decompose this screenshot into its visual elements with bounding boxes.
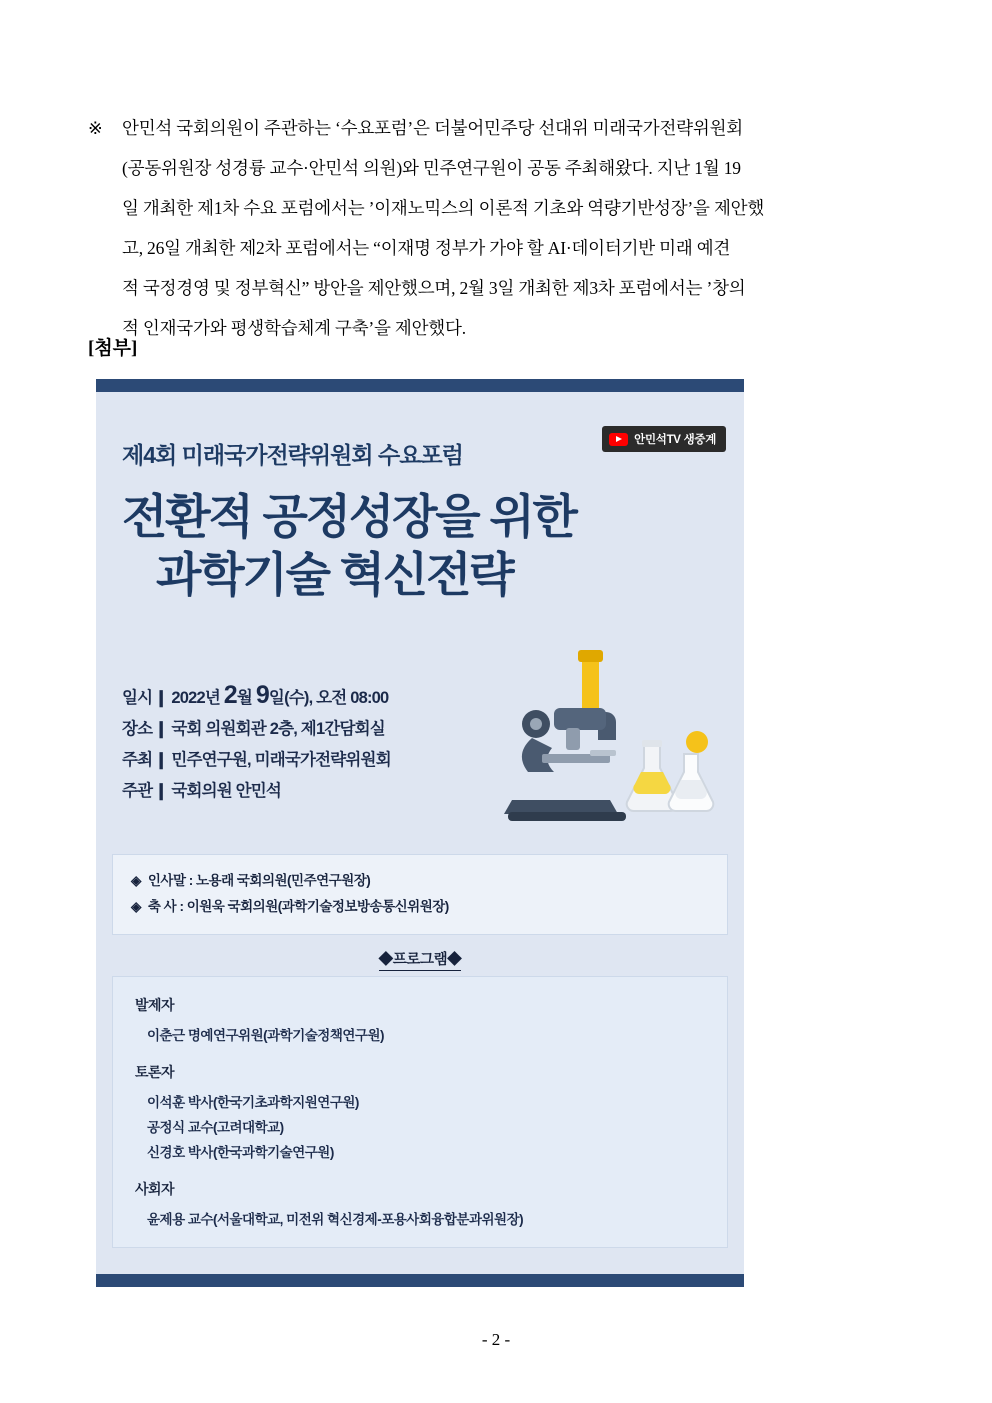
poster-info: [122, 680, 391, 807]
program-group: [135, 995, 705, 1048]
attached-poster: [96, 379, 744, 1287]
poster-headline: [122, 488, 718, 604]
program-box: [112, 976, 728, 1248]
paragraph-text: [122, 108, 906, 348]
microscope-illustration: [494, 650, 724, 830]
poster-kicker: 제4회 미래국가전략위원회 수요포럼: [122, 442, 463, 468]
paragraph-line: 일 개최한 제1차 수요 포럼에서는 ’이재노믹스의 이론적 기초와 역량기반성장’을 제안했: [122, 198, 765, 218]
poster-headline-line2: 과학기술 혁신전략: [156, 548, 513, 601]
program-item: 윤제용 교수(서울대학교, 미전위 혁신경제-포용사회융합분과위원장): [147, 1212, 524, 1227]
greeting-line: ◈ 인사말 : 노용래 국회의원(민주연구원장): [131, 873, 371, 888]
program-group: [135, 1062, 705, 1165]
greeting-line: ◈ 축 사 : 이원욱 국회의원(과학기술정보방송통신위원장): [131, 899, 449, 914]
poster-greetings-box: [112, 854, 728, 935]
body-paragraph: [88, 108, 906, 348]
program-header: ◆프로그램◆: [96, 948, 744, 969]
paragraph-marker: ※: [88, 118, 103, 138]
program-item: 이춘근 명예연구위원(과학기술정책연구원): [147, 1028, 384, 1043]
paragraph-line: 고, 26일 개최한 제2차 포럼에서는 “이재명 정부가 가야 할 AI·데이터기반 미래 예견: [122, 238, 731, 258]
attachment-label: [첨부]: [88, 338, 138, 359]
paragraph-line: 안민석 국회의원이 주관하는 ‘수요포럼’은 더불어민주당 선대위 미래국가전략위원회: [122, 118, 743, 138]
program-item: 신경호 박사(한국과학기술연구원): [147, 1145, 334, 1160]
live-stream-label: 안민석TV 생중계: [634, 434, 716, 446]
program-group-title: 발제자: [135, 997, 175, 1013]
program-group-title: 토론자: [135, 1064, 175, 1080]
paragraph-line: 적 인재국가와 평생학습체계 구축’을 제안했다.: [122, 318, 466, 338]
poster-info-organizer: 주관 ❙ 국회의원 안민석: [122, 782, 282, 800]
poster-info-date: 일시 ❙ 2022년 2월 9일(수), 오전 08:00: [122, 681, 389, 709]
poster-info-place: 장소 ❙ 국회 의원회관 2층, 제1간담회실: [122, 720, 385, 738]
diamond-icon: ◈: [131, 899, 141, 914]
program-group: [135, 1179, 705, 1232]
page-number: - 2 -: [481, 1330, 511, 1349]
paragraph-line: (공동위원장 성경륭 교수·안민석 의원)와 민주연구원이 공동 주최해왔다. 지난 1월 19: [122, 158, 741, 178]
diamond-icon: ◈: [131, 873, 141, 888]
program-group-title: 사회자: [135, 1181, 175, 1197]
youtube-play-icon: [609, 433, 628, 446]
program-item: 이석훈 박사(한국기초과학지원연구원): [147, 1095, 359, 1110]
live-stream-badge: [602, 426, 726, 452]
poster-headline-line1: 전환적 공정성장을 위한: [122, 490, 576, 543]
poster-info-host: 주최 ❙ 민주연구원, 미래국가전략위원회: [122, 751, 391, 769]
paragraph-line: 적 국정경영 및 정부혁신” 방안을 제안했으며, 2월 3일 개최한 제3차 포럼에서는 ’창의: [122, 278, 746, 298]
program-item: 공정식 교수(고려대학교): [147, 1120, 284, 1135]
